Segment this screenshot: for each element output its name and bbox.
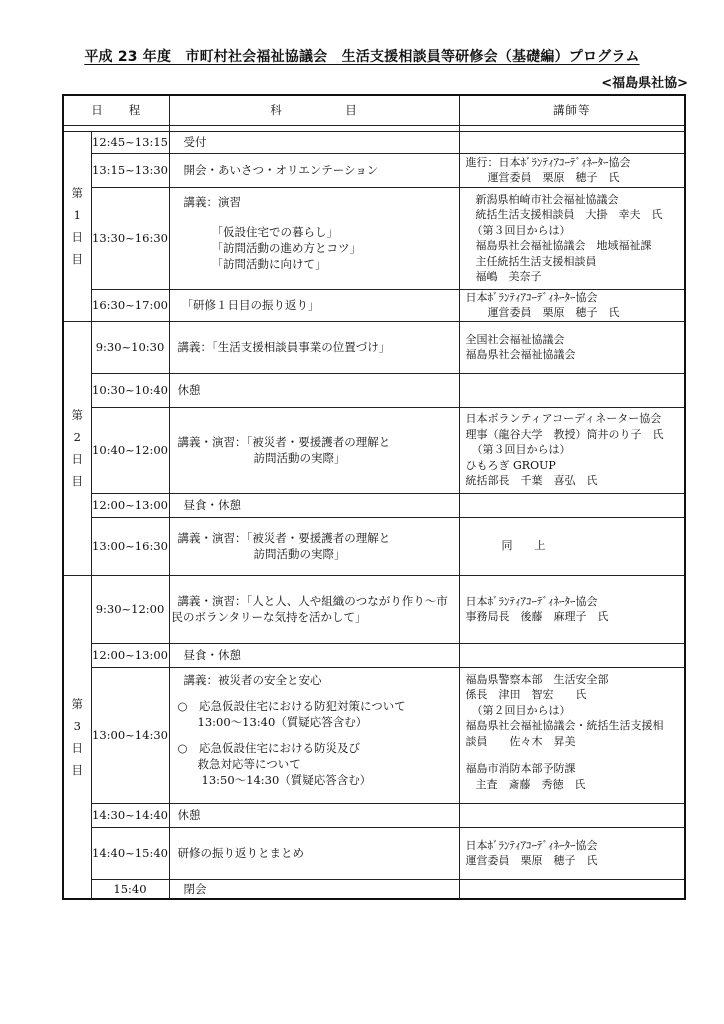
table-row: 10:30~10:40 休憩	[63, 373, 685, 407]
organization-label: <福島県社協>	[601, 76, 688, 91]
table-row: 12:00~13:00 昼食・休憩	[63, 493, 685, 517]
day-2-label: 第 2 日 目	[63, 321, 91, 575]
table-row: 13:00~16:30 講義・演習：「被災者・要援護者の理解と 訪問活動の実際」 同 上	[63, 517, 685, 575]
table-row: 第 2 日 目 9:30~10:30 講義：「生活支援相談員事業の位置づけ」 全国社会福祉協議会 福島県社会福祉協議会	[63, 321, 685, 373]
page-title: 平成 23 年度 市町村社会福祉協議会 生活支援相談員等研修会（基礎編）プログラム	[84, 49, 640, 65]
header-subject: 科 目	[169, 95, 459, 125]
day-3-label: 第 3 日 目	[63, 575, 91, 899]
table-row: 14:40~15:40 研修の振り返りとまとめ 日本ﾎﾞﾗﾝﾃｨｱｺｰﾃﾞｨﾈｰﾀｰ協会 運営委員 栗原 穂子 氏	[63, 827, 685, 879]
table-row: 第 1 日 目 12:45~13:15 受付	[63, 131, 685, 153]
table-row: 16:30~17:00 「研修１日目の振り返り」 日本ﾎﾞﾗﾝﾃｨｱｺｰﾃﾞｨﾈｰﾀｰ協会 運営委員 栗原 穂子 氏	[63, 289, 685, 321]
table-row: 13:30~16:30 講義：演習 「仮設住宅での暮らし」 「訪問活動の進め方とコツ」 「訪問活動に向けて」 新潟県柏崎市社会福祉協議会 統括生活支援相談員 大掛 幸夫 氏 （第３回目からは） 福島県社会福祉協議会 地域福祉課 主任統括生活支援相談員 福嶋 美奈子	[63, 187, 685, 289]
table-row: 12:00~13:00 昼食・休憩	[63, 643, 685, 667]
program-table	[62, 94, 686, 900]
table-row: 13:00~14:30 講義：被災者の安全と安心 ○ 応急仮設住宅における防犯対策について 13:00～13:40（質疑応答含む） ○ 応急仮設住宅における防災及び 救急対応等について 13:50～14:30（質疑応答含む） 福島県警察本部 生活安全部 係長 津田 智宏 氏 （第２回目からは） 福島県社会福祉協議会・統括生活支援相 談員 佐々木 昇美 福島市消防本部予防課 主査 斎藤 秀徳 氏	[63, 667, 685, 803]
table-row: 13:15~13:30 開会・あいさつ・オリエンテーション 進行：日本ﾎﾞﾗﾝﾃｨｱｺｰﾃﾞｨﾈｰﾀｰ協会 運営委員 栗原 穂子 氏	[63, 153, 685, 187]
table-row: 10:40~12:00 講義・演習：「被災者・要援護者の理解と 訪問活動の実際」 日本ボランティアコーディネーター協会 理事（龍谷大学 教授）筒井のり子 氏 （第３回目からは） ひもろぎ GROUP 統括部長 千葉 喜弘 氏	[63, 407, 685, 493]
day-1-label: 第 1 日 目	[63, 131, 91, 321]
table-row: 第 3 日 目 9:30~12:00 講義・演習：「人と人、人や組織のつながり作り～市 民のボランタリーな気持を活かして」 日本ﾎﾞﾗﾝﾃｨｱｺｰﾃﾞｨﾈｰﾀｰ協会 事務局長 後藤 麻理子 氏	[63, 575, 685, 643]
header-lecturer: 講師等	[459, 95, 685, 125]
table-row: 15:40 閉会	[63, 879, 685, 899]
table-row: 14:30~14:40 休憩	[63, 803, 685, 827]
header-date: 日 程	[63, 95, 169, 125]
table-header-row	[63, 95, 685, 125]
